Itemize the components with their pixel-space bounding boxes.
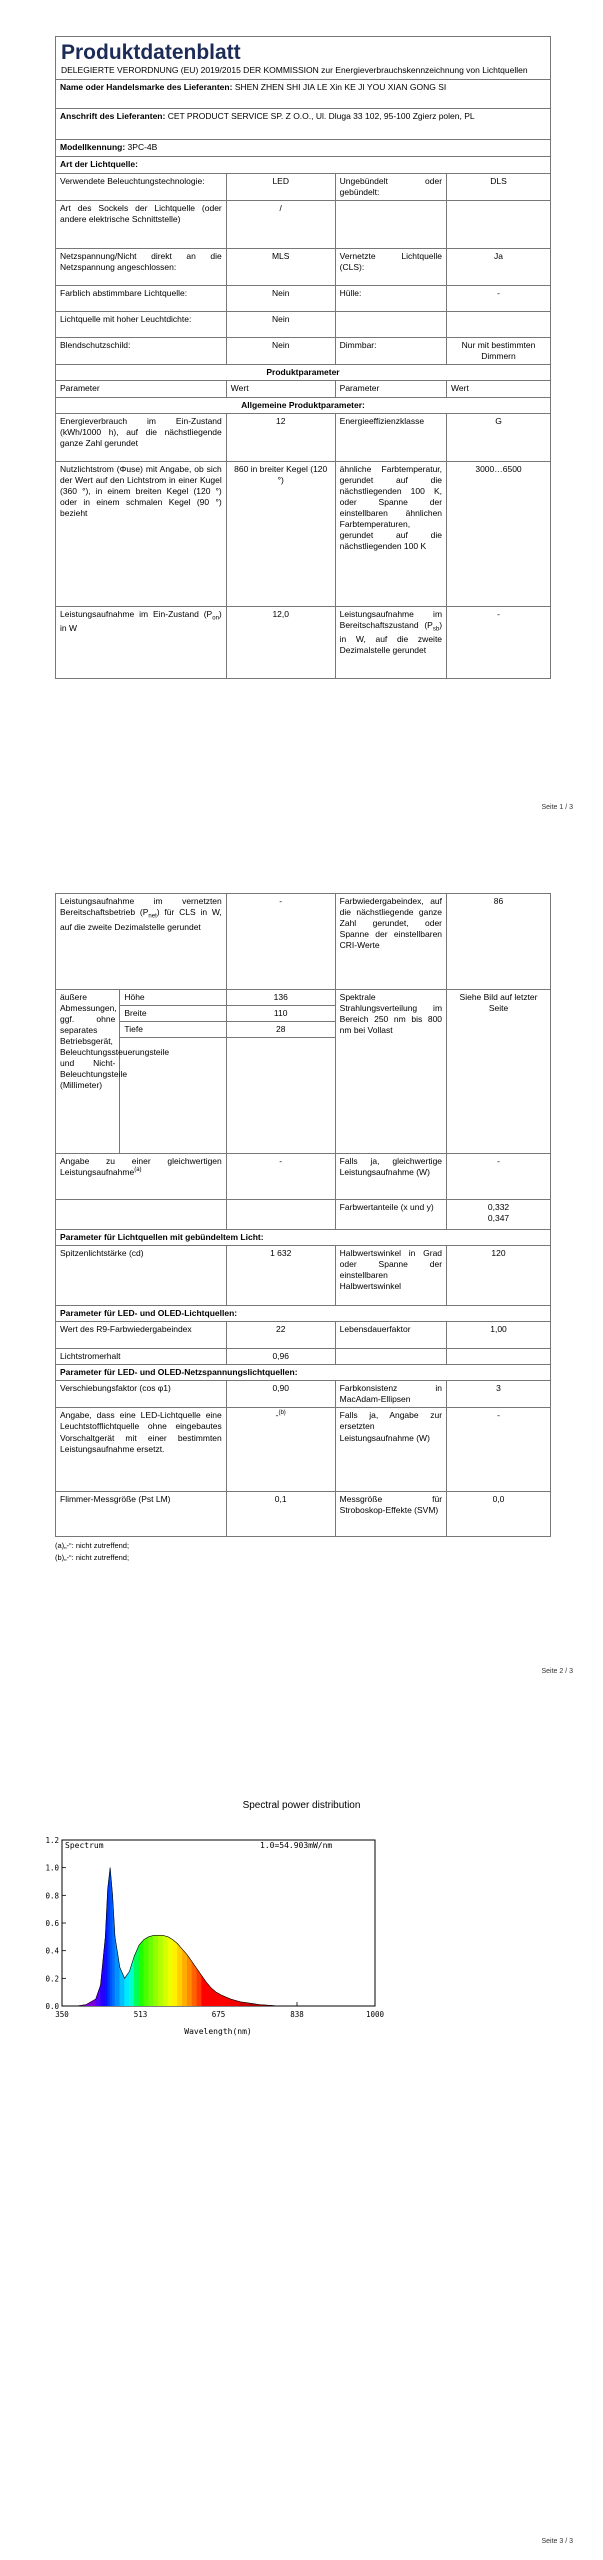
spectrum-segment [153,1935,158,2006]
cell-label: Blendschutzschild: [56,338,227,365]
supplier-name-label: Name oder Handelsmarke des Lieferanten: [60,82,233,93]
cell-value: DLS [447,174,551,201]
page-number: Seite 2 / 3 [541,1668,573,1675]
spectral-chart [0,1820,603,2080]
params-header: Produktparameter [56,365,551,381]
cell-value: -$^{(b)}$ [226,1408,335,1492]
cell-value: 0,332 0,347 [447,1200,551,1230]
spectral-label: Spektrale Strahlungsverteilung im Bereich 250 nm bis 800 nm bei Vollast [335,990,446,1154]
cell-label: Lichtstromerhalt [56,1349,227,1365]
cell-label: Falls ja, gleichwertige Leistungsaufnahme (W) [335,1154,446,1200]
dim-depth-value: 28 [226,1022,335,1038]
cell-empty [447,1349,551,1365]
cell-value: Nein [226,338,335,365]
cell-empty [226,1038,335,1154]
regulation-text: DELEGIERTE VERORDNUNG (EU) 2019/2015 DER KOMMISSION zur Energieverbrauchskennzeichnung von Lichtquellen [61,65,528,76]
dim-height-label: Höhe [120,990,226,1006]
cell-value: 0,96 [226,1349,335,1365]
y-tick-label: 1.0 [45,1863,59,1873]
cell-value: 0,0 [447,1492,551,1537]
cell-label: Farbkonsistenz in MacAdam-Ellipsen [335,1381,446,1408]
cell-value: / [226,201,335,249]
col-header-value: Wert [226,381,335,397]
mains-header: Parameter für LED- und OLED-Netzspannungslichtquellen: [56,1365,551,1381]
led-header: Parameter für LED- und OLED-Lichtquellen: [56,1306,551,1322]
x-tick-label: 350 [55,2010,69,2019]
model-value: 3PC-4B [127,142,158,153]
spectrum-segment [139,1940,144,2006]
spectrum-segment [108,1868,110,2006]
spectrum-segment [168,1937,173,2006]
cell-value: 860 in breiter Kegel (120 °) [226,461,335,606]
spectrum-segment [192,1962,197,2006]
y-tick-label: 0.6 [45,1919,59,1928]
cell-label: Art des Sockels der Lichtquelle (oder andere elektrische Schnittstelle) [56,201,227,249]
cell-empty [335,201,446,249]
cell-value: 3000…6500 [447,461,551,606]
cell-value: 0,90 [226,1381,335,1408]
cell-empty [335,1349,446,1365]
cell-value: 22 [226,1322,335,1349]
supplier-address-label: Anschrift des Lieferanten: [60,111,166,122]
cell-label: Hülle: [335,286,446,312]
cell-label: Angabe zu einer gleichwertigen Leistungsaufnahme$^{(a)}$ [56,1154,227,1200]
cell-label: Energieverbrauch im Ein-Zustand (kWh/1000 h), auf die nächstliegende ganze Zahl gerundet [56,413,227,461]
cell-empty [226,1200,335,1230]
cell-value: 120 [447,1246,551,1306]
cell-value: 1,00 [447,1322,551,1349]
general-params-header: Allgemeine Produktparameter: [56,397,551,413]
page-2 [0,893,603,1675]
footnote-b: (b)„-“: nicht zutreffend; [55,1552,130,1562]
cell-value: Nein [226,286,335,312]
spectrum-segment [178,1944,183,2006]
cell-empty [447,201,551,249]
cell-value: G [447,413,551,461]
cell-label: Vernetzte Lichtquelle (CLS): [335,249,446,286]
cell-value: Nein [226,312,335,338]
model-label: Modellkennung: [60,142,126,153]
cell-value: LED [226,174,335,201]
cell-value: 12,0 [226,606,335,678]
dim-depth-label: Tiefe [120,1022,226,1038]
cell-label: Ungebündelt oder gebündelt: [335,174,446,201]
spectrum-segment [187,1955,192,2006]
cell-label: Lichtquelle mit hoher Leuchtdichte: [56,312,227,338]
cell-label: Dimmbar: [335,338,446,365]
y-tick-label: 0.0 [45,2002,59,2011]
spectrum-segment [158,1935,163,2006]
cell-label: Farbwiedergabeindex, auf die nächstliegende ganze Zahl gerundet, oder Spanne der einstellbaren CRI-Werte [335,894,446,990]
cell-value: - [447,1408,551,1492]
cell-label: Spitzenlichtstärke (cd) [56,1246,227,1306]
cell-value: 0,1 [226,1492,335,1537]
light-source-type-header: Art der Lichtquelle: [56,157,551,174]
cell-value: MLS [226,249,335,286]
cell-value: 3 [447,1381,551,1408]
cell-label: Verschiebungsfaktor (cos φ1) [56,1381,227,1408]
x-tick-label: 1000 [365,2010,385,2019]
cell-label: Nutzlichtstrom (Φuse) mit Angabe, ob sich der Wert auf den Lichtstrom in einer Kugel (360 °), in einem breiten Kegel (120 °) oder in einem schmalen Kegel (90 °) bezieht [56,461,227,606]
x-tick-label: 513 [133,2010,148,2019]
cell-label: Messgröße für Stroboskop-Effekte (SVM) [335,1492,446,1537]
spectrum-segment [182,1949,187,2006]
p2-main-table [55,893,551,1537]
y-tick-label: 0.8 [45,1891,59,1901]
cell-value: 1 632 [226,1246,335,1306]
supplier-name: SHEN ZHEN SHI JIA LE Xin KE JI YOU XIAN GONG SI [234,82,447,93]
dim-width-label: Breite [120,1006,226,1022]
cell-value: Nur mit bestimmten Dimmern [447,338,551,365]
col-header-param: Parameter [56,381,227,397]
cell-value: - [226,894,335,990]
footnote-a: (a)„-“: nicht zutreffend; [55,1541,130,1551]
p1-main-table [55,173,551,678]
chart-annotation: 1.0=54.903mW/nm [260,1841,333,1850]
footnotes [55,1540,551,1563]
spectrum-segment [173,1940,178,2006]
x-tick-label: 838 [290,2010,304,2019]
cell-label: Flimmer-Messgröße (Pst LM) [56,1492,227,1537]
y-tick-label: 0.4 [45,1946,59,1956]
chart-title: Spectral power distribution [242,1800,361,1811]
cell-label: Lebensdauerfaktor [335,1322,446,1349]
cell-label: Netzspannung/Nicht direkt an die Netzspannung angeschlossen: [56,249,227,286]
y-tick-label: 1.2 [45,1836,59,1845]
page-title: Produktdatenblatt [61,41,241,64]
y-tick-label: 0.2 [45,1974,59,1984]
cell-empty [56,1200,227,1230]
cell-label: Falls ja, Angabe zur ersetzten Leistungsaufnahme (W) [335,1408,446,1492]
header-table [55,36,551,174]
dim-height-value: 136 [226,990,335,1006]
x-axis-label: Wavelength(nm) [184,2027,252,2036]
cell-empty [447,312,551,338]
cell-value: 86 [447,894,551,990]
cell-label: Leistungsaufnahme im Ein-Zustand $(P_{on})$ in W [56,606,227,678]
directional-header: Parameter für Lichtquellen mit gebündeltem Licht: [56,1230,551,1246]
cell-value: - [447,606,551,678]
dimensions-label: äußere Abmessungen, ggf. ohne separates Betriebsgerät, Beleuchtungssteuerungsteile und Nicht-Beleuchtungsteile (Millimeter) [56,990,120,1154]
spectrum-segment [163,1935,168,2006]
cell-label: ähnliche Farbtemperatur, gerundet auf die nächstliegenden 100 K, oder Spanne der einstellbaren ähnlichen Farbtemperaturen, gerundet auf die nächstliegenden 100 K [335,461,446,606]
cell-value: - [447,1154,551,1200]
spectrum-segment [149,1935,154,2006]
dim-width-value: 110 [226,1006,335,1022]
cell-value: - [226,1154,335,1200]
cell-empty [335,312,446,338]
cell-label: Leistungsaufnahme im Bereitschaftszustand $(P_{sb})$ in W, auf die zweite Dezimalstelle gerundet [335,606,446,678]
cell-label: Energieeffizienzklasse [335,413,446,461]
col-header-param: Parameter [335,381,446,397]
cell-label: Leistungsaufnahme im vernetzten Bereitschaftsbetrieb $(P_{net})$ für CLS in W, auf die zweite Dezimalstelle gerundet [56,894,227,990]
cell-label: Farblich abstimmbare Lichtquelle: [56,286,227,312]
cell-value: 12 [226,413,335,461]
cell-value: Ja [447,249,551,286]
cell-label: Farbwertanteile (x und y) [335,1200,446,1230]
chart-inner-title: Spectrum [65,1841,104,1850]
page-1 [0,36,603,811]
cell-label: Halbwertswinkel in Grad oder Spanne der einstellbaren Halbwertswinkel [335,1246,446,1306]
x-tick-label: 675 [211,2010,226,2019]
cell-value: - [447,286,551,312]
spectrum-segment [144,1937,149,2006]
col-header-value: Wert [447,381,551,397]
page-number: Seite 3 / 3 [541,2538,573,2545]
cell-label: Angabe, dass eine LED-Lichtquelle eine Leuchtstofflichtquelle ohne eingebautes Vorschaltgerät mit einer bestimmten Leistungsaufnahme ersetzt. [56,1408,227,1492]
cell-label: Verwendete Beleuchtungstechnologie: [56,174,227,201]
supplier-address: CET PRODUCT SERVICE SP. Z O.O., Ul. Dluga 33 102, 95-100 Zgierz polen, PL [167,111,475,122]
cell-label: Wert des R9-Farbwiedergabeindex [56,1322,227,1349]
spectral-value: Siehe Bild auf letzter Seite [447,990,551,1154]
page-number: Seite 1 / 3 [541,804,573,811]
